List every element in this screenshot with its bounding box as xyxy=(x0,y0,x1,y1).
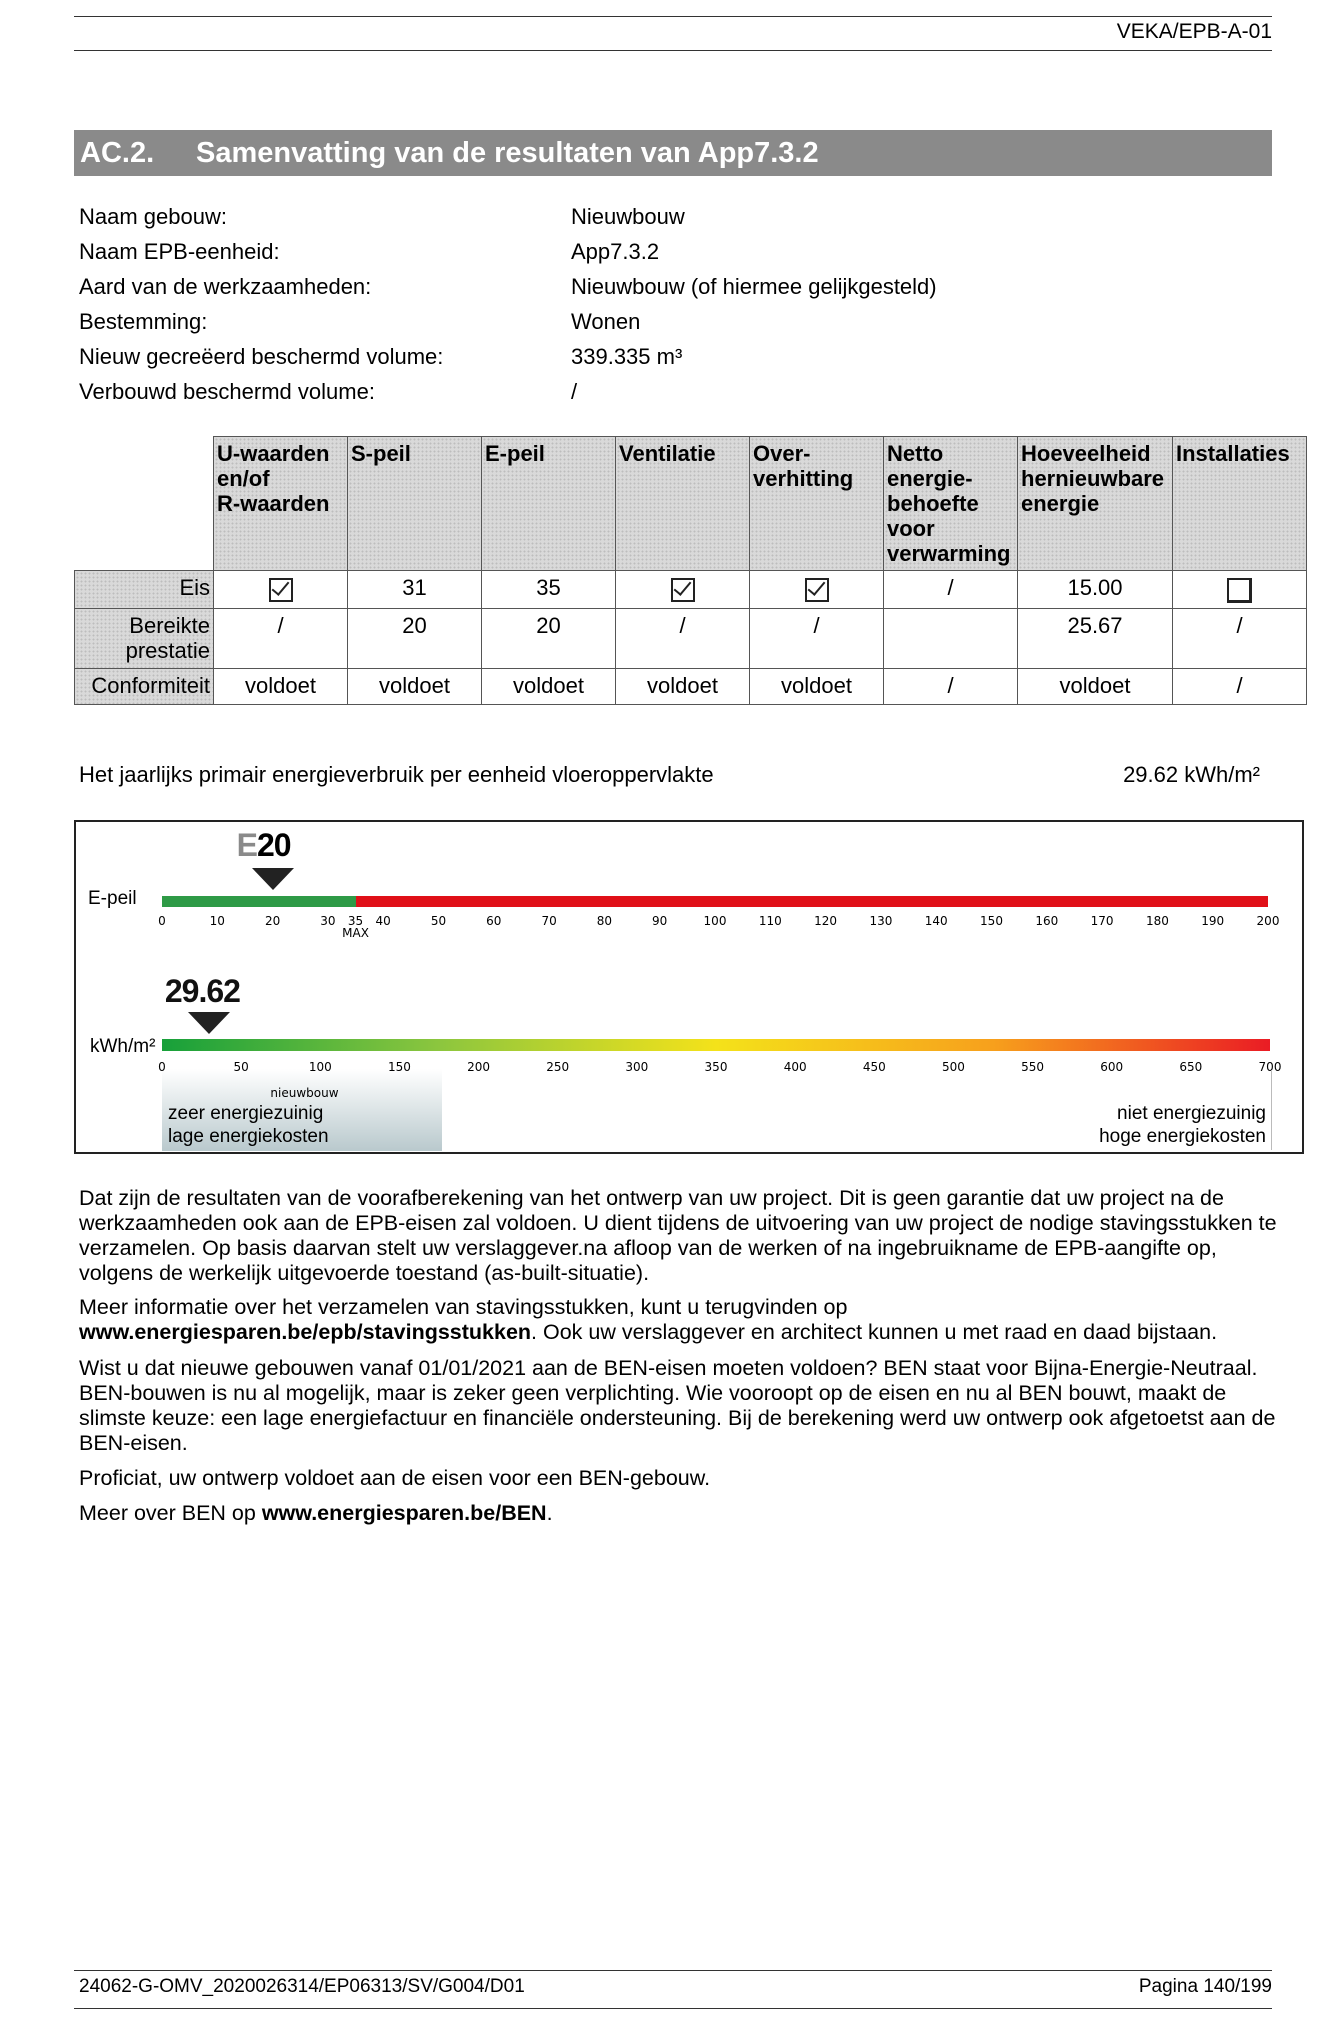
info-label-nieuw-volume: Nieuw gecreëerd beschermd volume: xyxy=(79,344,444,369)
table-row-eis xyxy=(75,571,1307,609)
section-title-bar xyxy=(74,130,1272,176)
conf-e-peil: voldoet xyxy=(482,669,616,705)
col-header-e-peil: E-peil xyxy=(482,437,616,571)
e-peil-tick-label: 110 xyxy=(758,914,782,928)
e-peil-tick-label: 120 xyxy=(814,914,838,928)
e-peil-tick-label: 90 xyxy=(652,914,668,928)
row-label-conformiteit: Conformiteit xyxy=(75,669,214,705)
info-label-naam-gebouw: Naam gebouw: xyxy=(79,204,227,229)
paragraph-meer-ben: Meer over BEN op www.energiesparen.be/BEN. xyxy=(79,1501,553,1525)
e-peil-tick-label: 190 xyxy=(1201,914,1225,928)
scale-right-divider xyxy=(1271,1070,1272,1150)
e-peil-tick-label: 30 xyxy=(320,914,336,928)
energy-value: 29.62 kWh/m² xyxy=(1123,762,1260,787)
kwh-marker-icon xyxy=(188,1012,230,1034)
kwh-tick-label: 250 xyxy=(546,1060,570,1074)
energy-indicator-chart xyxy=(74,820,1304,1154)
header-rule-top xyxy=(74,16,1272,17)
footer-page-number: Pagina 140/199 xyxy=(1138,1976,1272,1997)
e-peil-tick-label: 35 xyxy=(347,914,364,928)
paragraph-proficiat: Proficiat, uw ontwerp voldoet aan de eisen voor een BEN-gebouw. xyxy=(79,1466,711,1490)
footer-doc-ref: 24062-G-OMV_2020026314/EP06313/SV/G004/D01 xyxy=(79,1976,525,1997)
results-table xyxy=(74,436,1307,705)
e-peil-tick-label: 50 xyxy=(430,914,447,928)
paragraph-stavingsstukken: Meer informatie over het verzamelen van stavingsstukken, kunt u terugvinden op www.energiesparen.be/epb/stavingsstukken. Ook uw verslaggever en architect kunnen u met raad en daad bijstaan. xyxy=(79,1295,1218,1344)
footer-rule-bottom xyxy=(74,2008,1272,2009)
conf-u-waarden: voldoet xyxy=(214,669,348,705)
kwh-tick-label: 150 xyxy=(387,1060,411,1074)
info-value-naam-epb-eenheid: App7.3.2 xyxy=(571,239,660,264)
checkbox-checked-icon xyxy=(671,578,695,602)
bereikt-e-peil: 20 xyxy=(482,609,616,669)
conf-s-peil: voldoet xyxy=(348,669,482,705)
e-peil-bar-fail-segment xyxy=(356,896,1268,907)
table-row-bereikte-prestatie xyxy=(75,609,1307,669)
e-peil-bar-ok-segment xyxy=(162,896,356,907)
eis-oververhitting-check xyxy=(750,571,884,609)
info-value-aard-werkzaamheden: Nieuwbouw (of hiermee gelijkgesteld) xyxy=(571,274,937,299)
kwh-gradient-bar xyxy=(162,1039,1270,1051)
section-title: Samenvatting van de resultaten van App7.3.2 xyxy=(196,137,819,169)
info-label-verbouwd-volume: Verbouwd beschermd volume: xyxy=(79,379,375,404)
kwh-axis-label: kWh/m² xyxy=(90,1036,156,1057)
conf-hernieuwbare-energie: voldoet xyxy=(1018,669,1173,705)
info-value-verbouwd-volume: / xyxy=(571,379,578,404)
e-peil-tick-label: 60 xyxy=(486,914,502,928)
document-code: VEKA/EPB-A-01 xyxy=(1116,20,1272,43)
conf-netto-energiebehoefte: / xyxy=(884,669,1018,705)
col-header-netto-energiebehoefte: Netto energie- behoefte voor verwarming xyxy=(884,437,1018,571)
eis-e-peil: 35 xyxy=(482,571,616,609)
kwh-tick-label: 50 xyxy=(233,1060,249,1074)
eis-ventilatie-check xyxy=(616,571,750,609)
col-header-ventilatie: Ventilatie xyxy=(616,437,750,571)
e-peil-tick-label: 100 xyxy=(703,914,727,928)
bereikt-netto-energiebehoefte xyxy=(884,609,1018,669)
e-peil-tick-label: 40 xyxy=(375,914,391,928)
section-number: AC.2. xyxy=(80,137,155,169)
kwh-tick-label: 700 xyxy=(1258,1060,1282,1074)
e-peil-axis-label: E-peil xyxy=(88,888,137,909)
kwh-tick-label: 650 xyxy=(1179,1060,1203,1074)
info-label-bestemming: Bestemming: xyxy=(79,309,208,334)
col-header-hernieuwbare-energie: Hoeveelheid hernieuwbare energie xyxy=(1018,437,1173,571)
e-peil-value: E20 xyxy=(236,827,291,863)
table-corner xyxy=(75,437,214,571)
e-peil-tick-label: 0 xyxy=(158,914,166,928)
scale-left-text: zeer energiezuinig lage energiekosten xyxy=(168,1103,329,1147)
bereikt-oververhitting: / xyxy=(750,609,884,669)
eis-u-waarden-check xyxy=(214,571,348,609)
checkbox-checked-icon xyxy=(269,578,293,602)
e-peil-tick-label: 130 xyxy=(869,914,893,928)
row-label-bereikte-prestatie: Bereikte prestatie xyxy=(75,609,214,669)
kwh-tick-label: 0 xyxy=(158,1060,166,1074)
e-peil-max-label: MAX xyxy=(342,926,369,940)
row-label-eis: Eis xyxy=(75,571,214,609)
kwh-tick-label: 450 xyxy=(862,1060,886,1074)
e-peil-tick-label: 170 xyxy=(1090,914,1114,928)
kwh-tick-label: 500 xyxy=(941,1060,965,1074)
kwh-value: 29.62 xyxy=(164,973,240,1009)
e-peil-tick-label: 20 xyxy=(264,914,281,928)
nieuwbouw-label: nieuwbouw xyxy=(270,1086,339,1100)
e-peil-marker-icon xyxy=(252,868,294,890)
checkbox-empty-icon xyxy=(1227,578,1252,603)
kwh-tick-label: 100 xyxy=(308,1060,332,1074)
bereikt-hernieuwbare-energie: 25.67 xyxy=(1018,609,1173,669)
e-peil-tick-label: 140 xyxy=(924,914,948,928)
kwh-tick-label: 600 xyxy=(1100,1060,1124,1074)
col-header-installaties: Installaties xyxy=(1173,437,1307,571)
kwh-tick-label: 350 xyxy=(704,1060,728,1074)
link-stavingsstukken[interactable]: www.energiesparen.be/epb/stavingsstukken xyxy=(79,1320,532,1344)
e-peil-bar xyxy=(162,896,1268,907)
kwh-tick-label: 550 xyxy=(1021,1060,1045,1074)
col-header-s-peil: S-peil xyxy=(348,437,482,571)
info-value-bestemming: Wonen xyxy=(571,309,641,334)
e-peil-tick-label: 80 xyxy=(596,914,613,928)
info-value-nieuw-volume: 339.335 m³ xyxy=(571,344,683,369)
kwh-tick-label: 400 xyxy=(783,1060,807,1074)
conf-installaties: / xyxy=(1173,669,1307,705)
link-ben[interactable]: www.energiesparen.be/BEN xyxy=(261,1501,547,1525)
bereikt-s-peil: 20 xyxy=(348,609,482,669)
kwh-tick-label: 200 xyxy=(467,1060,491,1074)
paragraph-ben-info: Wist u dat nieuwe gebouwen vanaf 01/01/2021 aan de BEN-eisen moeten voldoen? BEN staat voor Bijna-Energie-Neutraal. BEN-bouwen is nu al mogelijk, maar is zeker geen verplichting. Wie vooroopt op de eisen en nu al BEN bouwt, maakt de slimste keuze: een lage energiefactuur en financiële ondersteuning. Bij de berekening werd uw ontwerp ook afgetoetst aan de BEN-eisen. xyxy=(79,1356,1276,1455)
footer-rule xyxy=(74,1970,1272,1971)
scale-right-text: niet energiezuinig hoge energiekosten xyxy=(1099,1103,1266,1147)
e-peil-tick-label: 180 xyxy=(1145,914,1169,928)
bereikt-u-waarden: / xyxy=(214,609,348,669)
info-label-naam-epb-eenheid: Naam EPB-eenheid: xyxy=(79,239,280,264)
kwh-tick-label: 300 xyxy=(625,1060,649,1074)
conf-ventilatie: voldoet xyxy=(616,669,750,705)
eis-s-peil: 31 xyxy=(348,571,482,609)
energy-label: Het jaarlijks primair energieverbruik per eenheid vloeroppervlakte xyxy=(79,762,714,787)
table-header-row xyxy=(75,437,1307,571)
e-peil-tick-label: 10 xyxy=(209,914,225,928)
info-value-naam-gebouw: Nieuwbouw xyxy=(571,204,685,229)
col-header-u-waarden: U-waarden en/of R-waarden xyxy=(214,437,348,571)
header-rule-bottom xyxy=(74,50,1272,51)
paragraph-disclaimer: Dat zijn de resultaten van de voorafberekening van het ontwerp van uw project. Dit is geen garantie dat uw project na de werkzaamheden ook aan de EPB-eisen zal voldoen. U dient tijdens de uitvoering van uw project de nodige stavingsstukken te verzamelen. Op basis daarvan stelt uw verslaggever.na afloop van de werken of na ingebruikname de EPB-aangifte op, volgens de werkelijk uitgevoerde toestand (as-built-situatie). xyxy=(79,1186,1277,1285)
bereikt-ventilatie: / xyxy=(616,609,750,669)
e-peil-tick-label: 70 xyxy=(541,914,557,928)
info-label-aard-werkzaamheden: Aard van de werkzaamheden: xyxy=(79,274,372,299)
checkbox-checked-icon xyxy=(805,578,829,602)
e-peil-tick-label: 160 xyxy=(1035,914,1059,928)
e-peil-tick-label: 200 xyxy=(1256,914,1280,928)
bereikt-installaties: / xyxy=(1173,609,1307,669)
eis-installaties-check xyxy=(1173,571,1307,609)
col-header-oververhitting: Over- verhitting xyxy=(750,437,884,571)
table-row-conformiteit xyxy=(75,669,1307,705)
conf-oververhitting: voldoet xyxy=(750,669,884,705)
eis-netto-energiebehoefte: / xyxy=(884,571,1018,609)
e-peil-tick-label: 150 xyxy=(980,914,1003,928)
eis-hernieuwbare-energie: 15.00 xyxy=(1018,571,1173,609)
